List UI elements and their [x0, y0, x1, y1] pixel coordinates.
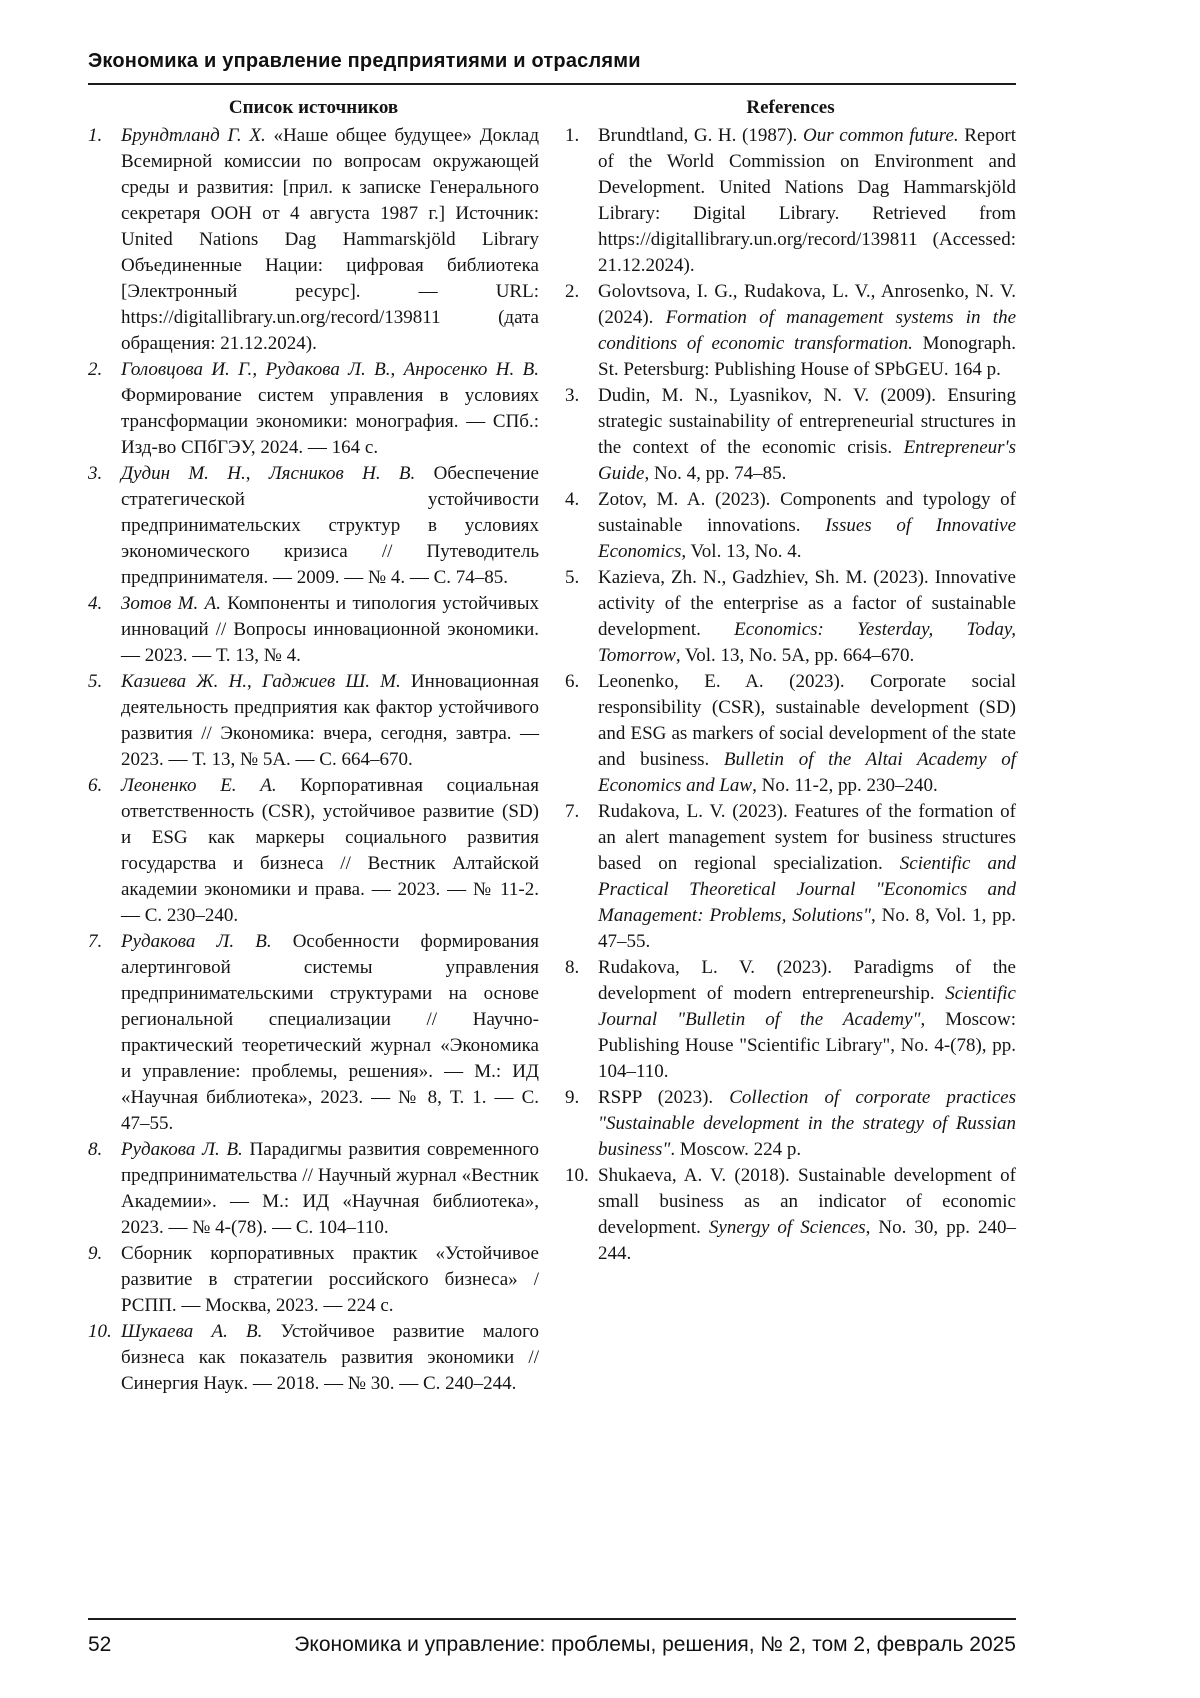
reference-text: Дудин М. Н., Лясников Н. В. Обеспечение стратегической устойчивости предпринимательских структур в условиях экономического кризиса // Путеводитель предпринимателя. — 2009. — № 4. — С. 74–85. [121, 463, 539, 588]
reference-number: 3. [565, 385, 580, 406]
references-heading-en: References [746, 97, 835, 118]
reference-text: Рудакова Л. В. Парадигмы развития современного предпринимательства // Научный журнал «Вестник Академии». — М.: ИД «Научная библиотека», 2023. — № 4-(78). — С. 104–110. [121, 1139, 539, 1238]
reference-number: 3. [88, 463, 103, 484]
reference-item [88, 591, 539, 669]
source-list-ru [88, 123, 539, 1397]
reference-text: Rudakova, L. V. (2023). Paradigms of the development of modern entrepreneurship. Scientific Journal "Bulletin of the Academy", Moscow: Publishing House "Scientific Library", No. 4-(78), pp. 104–110. [598, 957, 1016, 1082]
reference-number: 10. [565, 1165, 589, 1186]
reference-item [88, 357, 539, 461]
footer-line [88, 1633, 1016, 1657]
reference-number: 1. [88, 125, 103, 146]
reference-text: Казиева Ж. Н., Гаджиев Ш. М. Инновационная деятельность предприятия как фактор устойчивого развития // Экономика: вчера, сегодня, завтра. — 2023. — Т. 13, № 5А. — С. 664–670. [121, 671, 539, 770]
reference-item [565, 279, 1016, 383]
reference-number: 6. [88, 775, 103, 796]
reference-number: 5. [565, 567, 580, 588]
reference-item [565, 1085, 1016, 1163]
reference-item [565, 955, 1016, 1085]
reference-text: RSPP (2023). Collection of corporate practices "Sustainable development in the strategy of Russian business". Moscow. 224 p. [598, 1087, 1017, 1160]
reference-item [565, 565, 1016, 669]
reference-item [565, 1163, 1016, 1267]
reference-item [88, 1137, 539, 1241]
reference-text: Zotov, M. A. (2023). Components and typology of sustainable innovations. Issues of Innovative Economics, Vol. 13, No. 4. [598, 489, 1016, 562]
reference-number: 4. [88, 593, 103, 614]
page-header [88, 50, 1016, 85]
reference-number: 8. [565, 957, 580, 978]
reference-number: 2. [565, 281, 580, 302]
reference-item [565, 383, 1016, 487]
reference-item [565, 669, 1016, 799]
column-sources-ru [88, 95, 539, 1397]
reference-text: Леоненко Е. А. Корпоративная социальная ответственность (CSR), устойчивое развитие (SD) и ESG как маркеры социального развития государства и бизнеса // Вестник Алтайской академии экономики и права. — 2023. — № 11-2. — С. 230–240. [121, 775, 539, 926]
reference-number: 7. [88, 931, 103, 952]
reference-text: Golovtsova, I. G., Rudakova, L. V., Anrosenko, N. V. (2024). Formation of management systems in the conditions of economic transformation. Monograph. St. Petersburg: Publishing House of SPbGEU. 164 p. [598, 281, 1017, 380]
reference-text: Шукаева А. В. Устойчивое развитие малого бизнеса как показатель развития экономики // Синергия Наук. — 2018. — № 30. — С. 240–244. [121, 1321, 539, 1394]
reference-number: 10. [88, 1321, 112, 1342]
reference-number: 2. [88, 359, 103, 380]
reference-item [88, 669, 539, 773]
reference-text: Рудакова Л. В. Особенности формирования алертинговой системы управления предпринимательскими структурами на основе региональной специализации // Научно-практический теоретический журнал «Экономика и управление: проблемы, решения». — М.: ИД «Научная библиотека», 2023. — № 8, Т. 1. — С. 47–55. [121, 931, 539, 1134]
reference-item [565, 123, 1016, 279]
reference-list-en [565, 123, 1016, 1267]
reference-text: Головцова И. Г., Рудакова Л. В., Анросенко Н. В. Формирование систем управления в условиях трансформации экономики: монография. — СПб.: Изд-во СПбГЭУ, 2024. — 164 с. [121, 359, 539, 458]
reference-text: Kazieva, Zh. N., Gadzhiev, Sh. M. (2023). Innovative activity of the enterprise as a factor of sustainable development. Economics: Yesterday, Today, Tomorrow, Vol. 13, No. 5A, pp. 664–670. [598, 567, 1017, 666]
reference-number: 5. [88, 671, 103, 692]
reference-number: 9. [565, 1087, 580, 1108]
reference-item [88, 1319, 539, 1397]
page-number: 52 [88, 1633, 112, 1656]
reference-text: Shukaeva, A. V. (2018). Sustainable development of small business as an indicator of economic development. Synergy of Sciences, No. 30, pp. 240–244. [598, 1165, 1016, 1264]
reference-item [565, 487, 1016, 565]
header-rule [88, 83, 1016, 85]
reference-number: 8. [88, 1139, 103, 1160]
journal-title-line: Экономика и управление: проблемы, решения, № 2, том 2, февраль 2025 [294, 1633, 1016, 1656]
reference-number: 4. [565, 489, 580, 510]
running-head: Экономика и управление предприятиями и отраслями [88, 50, 641, 72]
reference-number: 7. [565, 801, 580, 822]
reference-text: Зотов М. А. Компоненты и типология устойчивых инноваций // Вопросы инновационной экономики. — 2023. — Т. 13, № 4. [121, 593, 540, 666]
reference-text: Сборник корпоративных практик «Устойчивое развитие в стратегии российского бизнеса» / РСПП. — Москва, 2023. — 224 с. [121, 1243, 539, 1316]
reference-text: Leonenko, E. A. (2023). Corporate social responsibility (CSR), sustainable development (SD) and ESG as markers of social development of the state and business. Bulletin of the Altai Academy of Economics and Law, No. 11-2, pp. 230–240. [598, 671, 1017, 796]
reference-text: Dudin, M. N., Lyasnikov, N. V. (2009). Ensuring strategic sustainability of entrepreneurial structures in the context of the economic crisis. Entrepreneur's Guide, No. 4, pp. 74–85. [598, 385, 1016, 484]
page-footer [88, 1618, 1016, 1657]
reference-item [88, 1241, 539, 1319]
footer-rule [88, 1618, 1016, 1620]
sources-heading-ru: Список источников [228, 97, 399, 118]
reference-item [88, 773, 539, 929]
reference-item [565, 799, 1016, 955]
reference-text: Rudakova, L. V. (2023). Features of the formation of an alert management system for business structures based on regional specialization. Scientific and Practical Theoretical Journal "Economics and Management: Problems, Solutions", No. 8, Vol. 1, pp. 47–55. [598, 801, 1016, 952]
reference-text: Брундтланд Г. Х. «Наше общее будущее» Доклад Всемирной комиссии по вопросам окружающей среды и развития: [прил. к записке Генерального секретаря ООН от 4 августа 1987 г.] Источник: United Nations Dag Hammarskjöld Library Объединенные Нации: цифровая библиотека [Электронный ресурс]. — URL: https://digitallibrary.un.org/record/139811 (дата обращения: 21.12.2024). [121, 125, 539, 354]
reference-item [88, 461, 539, 591]
reference-item [88, 929, 539, 1137]
column-references-en [565, 95, 1016, 1397]
reference-number: 6. [565, 671, 580, 692]
reference-item [88, 123, 539, 357]
reference-text: Brundtland, G. H. (1987). Our common future. Report of the World Commission on Environment and Development. United Nations Dag Hammarskjöld Library: Digital Library. Retrieved from https://digitallibrary.un.org/record/139811 (Accessed: 21.12.2024). [598, 125, 1016, 276]
reference-number: 1. [565, 125, 580, 146]
references-section [88, 95, 1016, 1397]
reference-number: 9. [88, 1243, 103, 1264]
